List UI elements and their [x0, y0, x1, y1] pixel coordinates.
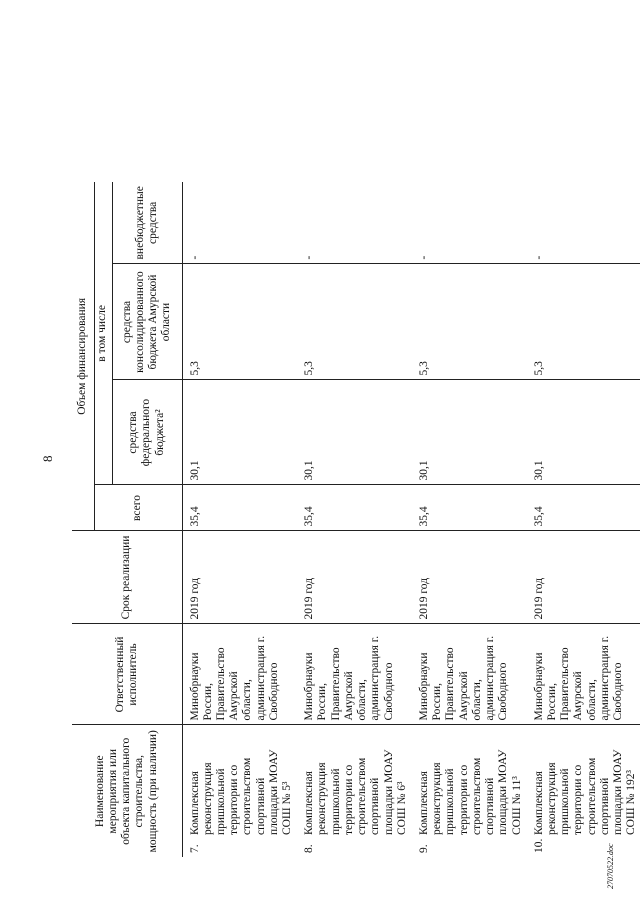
header-name: Наименование мероприятия или объекта капитального строительства, мощность (при наличии): [72, 725, 182, 857]
header-including: в том числе: [94, 182, 112, 485]
cell-executor: Минобрнауки России, Правительство Амурской области, администрация г. Свободного: [527, 624, 640, 725]
cell-offbudget: -: [303, 255, 316, 260]
document-code: 27070522.doc: [606, 843, 615, 889]
cell-name: [297, 725, 412, 857]
header-federal: средства федерального бюджета²: [112, 380, 182, 485]
cell-total: 35,4: [297, 485, 412, 531]
row-number: 8.: [303, 844, 316, 853]
cell-federal: 30,1: [412, 380, 527, 485]
cell-period: 2019 год: [297, 531, 412, 624]
header-regional: средства консолидированного бюджета Амурской области: [112, 264, 182, 380]
row-name: Комплексная реконструкция пришкольной территории со строительством спортивной площадки МОАУ СОШ № 5³: [188, 749, 294, 835]
cell-federal: 30,1: [297, 380, 412, 485]
header-executor: Ответственный исполнитель: [72, 624, 182, 725]
row-number: 7.: [188, 844, 201, 853]
cell-regional: 5,3: [182, 264, 297, 380]
header-period: Срок реализации: [72, 531, 182, 624]
cell-regional: 5,3: [412, 264, 527, 380]
table-row: [182, 182, 297, 857]
cell-federal: 30,1: [527, 380, 640, 485]
page-number: 8: [40, 455, 55, 462]
row-number: 9.: [418, 844, 430, 853]
row-name: Комплексная реконструкция пришкольной территории со строительством спортивной площадки МОАУ СОШ № 6³: [303, 749, 408, 835]
cell-total: 35,4: [412, 485, 527, 531]
table-row: [412, 182, 527, 857]
cell-offbudget: -: [532, 255, 545, 260]
row-name: Комплексная реконструкция пришкольной территории со строительством спортивной площадки МОАУ СОШ № 11³: [418, 749, 523, 835]
cell-period: 2019 год: [527, 531, 640, 624]
table-row: [527, 182, 640, 857]
table-header: [72, 182, 182, 857]
cell-name: [527, 725, 640, 857]
table-row: [297, 182, 412, 857]
cell-period: 2019 год: [412, 531, 527, 624]
cell-total: 35,4: [182, 485, 297, 531]
cell-regional: 5,3: [527, 264, 640, 380]
cell-name: [412, 725, 527, 857]
cell-executor: Минобрнауки России, Правительство Амурской области, администрация г. Свободного: [182, 624, 297, 725]
cell-executor: Минобрнауки России, Правительство Амурской области, администрация г. Свободного: [297, 624, 412, 725]
cell-total: 35,4: [527, 485, 640, 531]
row-name: Комплексная реконструкция пришкольной территории со строительством спортивной площадки МОАУ СОШ № 192³: [532, 749, 638, 835]
cell-period: 2019 год: [182, 531, 297, 624]
cell-executor: Минобрнауки России, Правительство Амурской области, администрация г. Свободного: [412, 624, 527, 725]
header-funding: Объем финансирования: [72, 182, 94, 531]
cell-federal: 30,1: [182, 380, 297, 485]
row-number: 10.: [532, 838, 545, 853]
funding-table: [72, 182, 640, 857]
header-offbudget: внебюджетные средства: [133, 186, 159, 260]
cell-name: [182, 725, 297, 857]
cell-offbudget: -: [188, 255, 201, 260]
header-total: всего: [94, 485, 182, 531]
cell-offbudget: -: [418, 255, 430, 260]
cell-regional: 5,3: [297, 264, 412, 380]
